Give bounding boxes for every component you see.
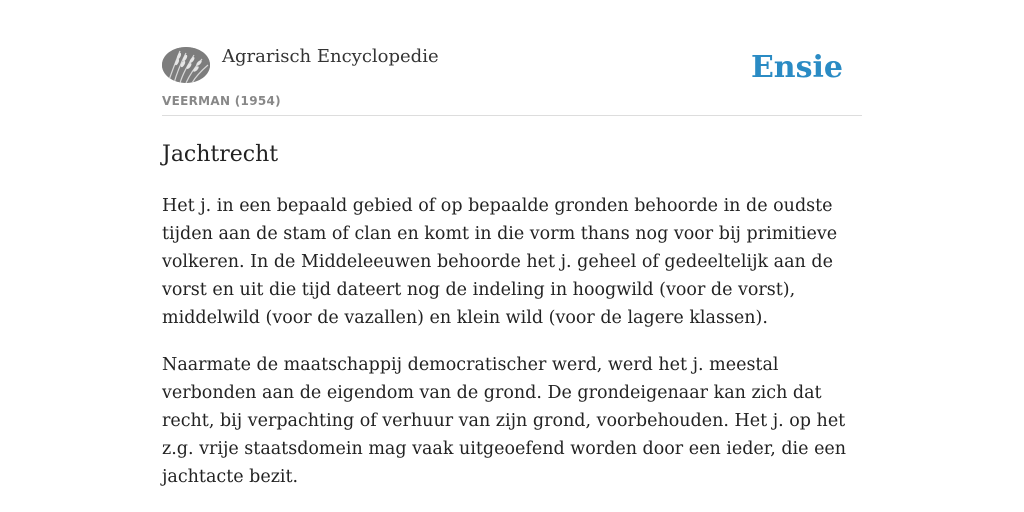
wheat-logo-icon[interactable] — [162, 47, 210, 83]
source-header — [162, 0, 862, 116]
source-title[interactable]: Agrarisch Encyclopedie — [222, 46, 439, 67]
article-paragraph: Naarmate de maatschappij democratischer werd, werd het j. meestal verbonden aan de eigendom van de grond. De grondeigenaar kan zich dat recht, bij verpachting of verhuur van zijn grond, voorbehouden. Het j. op het z.g. vrije staatsdomein mag vaak uitgeoefend worden door een ieder, die een jachtacte bezit. — [162, 355, 847, 487]
ensie-logo[interactable]: Ensie — [750, 50, 843, 85]
article-paragraph: Het j. in een bepaald gebied of op bepaalde gronden behoorde in de oudste tijden aan de stam of clan en komt in die vorm thans nog voor bij primitieve volkeren. In de Middeleeuwen behoorde het j. geheel of gedeeltelijk aan de vorst en uit die tijd dateert nog de indeling in hoogwild (voor de vorst), middelwild (voor de vazallen) en klein wild (voor de lagere klassen). — [162, 196, 838, 328]
source-subtitle: VEERMAN (1954) — [162, 94, 281, 108]
page-container — [162, 0, 862, 491]
article-title: Jachtrecht — [162, 142, 279, 167]
